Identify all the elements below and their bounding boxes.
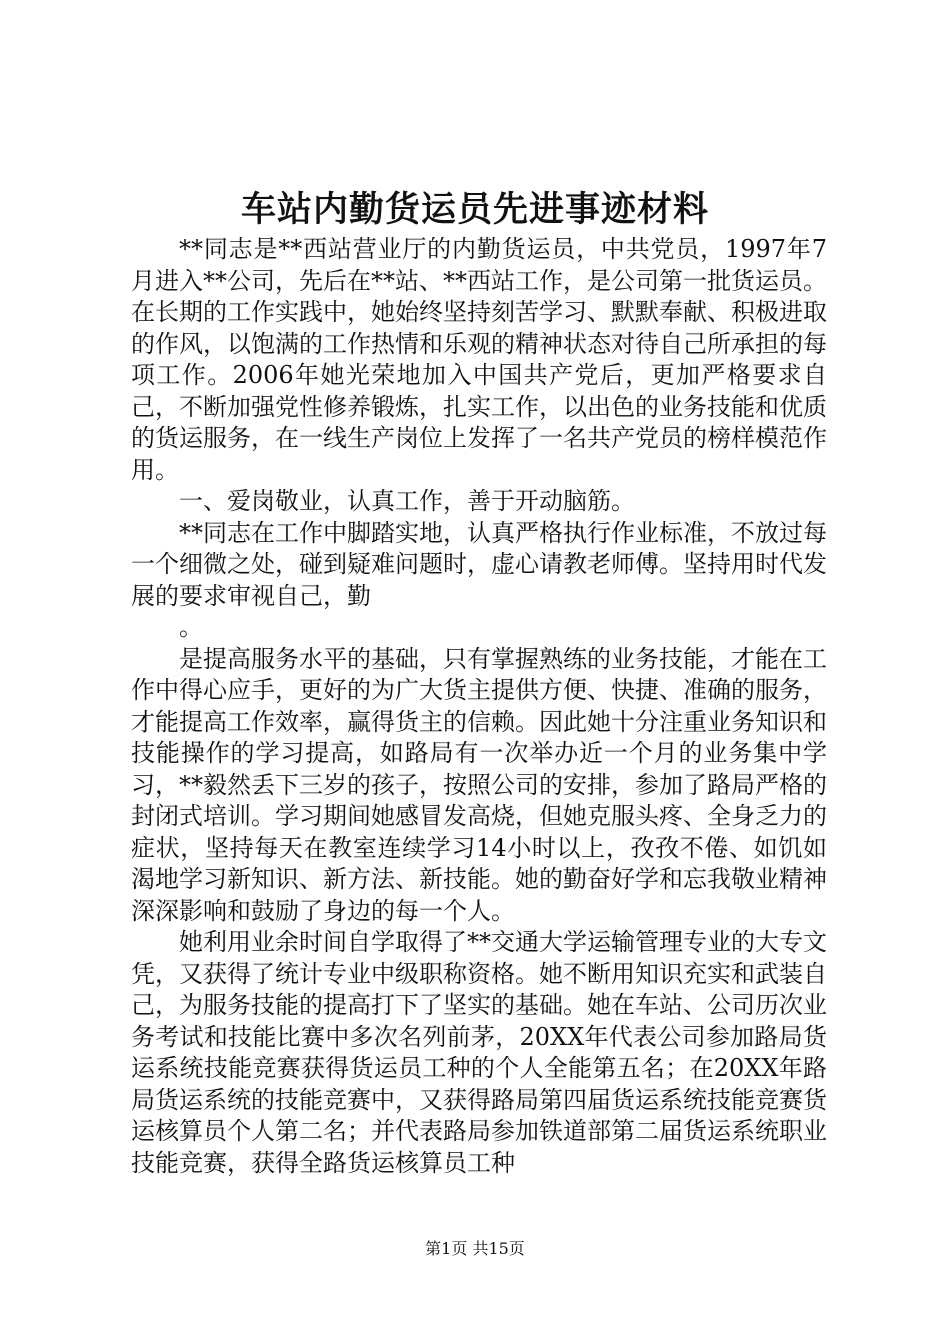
document-title: 车站内勤货运员先进事迹材料 [240,189,709,230]
paragraph-self-study: 她利用业余时间自学取得了**交通大学运输管理专业的大专文凭，又获得了统计专业中级职称资格。她不断用知识充实和武装自己，为服务技能的提高打下了坚实的基础。她在车站、公司历次业务考试和技能比赛中多次名列前茅，20XX年代表公司参加路局货运系统技能竞赛获得货运员工种的个人全能第五名；在20XX年路局货运系统的技能竞赛中，又获得路局第四届货运系统技能竞赛货运核算员个人第二名；并代表路局参加铁道部第二届货运系统职业技能竞赛，获得全路货运核算员工种 [131,928,827,1177]
section-heading-1: 一、爱岗敬业，认真工作，善于开动脑筋。 [179,487,635,515]
paragraph-skills-training: 是提高服务水平的基础，只有掌握熟练的业务技能，才能在工作中得心应手，更好的为广大货主提供方便、快捷、准确的服务，才能提高工作效率，赢得货主的信赖。因此她十分注重业务知识和技能操作的学习提高，如路局有一次举办近一个月的业务集中学习，**毅然丢下三岁的孩子，按照公司的安排，参加了路局严格的封闭式培训。学习期间她感冒发高烧，但她克服头疼、全身乏力的症状，坚持每天在教室连续学习14小时以上，孜孜不倦、如饥如渴地学习新知识、新方法、新技能。她的勤奋好学和忘我敬业精神深深影响和鼓励了身边的每一个人。 [131,644,827,925]
page-number-footer: 第1页 共15页 [425,1239,525,1258]
document-body [131,234,827,1179]
paragraph-work-attitude: **同志在工作中脚踏实地，认真严格执行作业标准，不放过每一个细微之处，碰到疑难问题时，虚心请教老师傅。坚持用时代发展的要求审视自己，勤 [131,518,827,610]
paragraph-fragment: 。 [179,613,203,641]
paragraph-intro: **同志是**西站营业厅的内勤货运员，中共党员，1997年7月进入**公司，先后在**站、**西站工作，是公司第一批货运员。在长期的工作实践中，她始终坚持刻苦学习、默默奉献、积极进取的作风，以饱满的工作热情和乐观的精神状态对待自己所承担的每项工作。2006年她光荣地加入中国共产党后，更加严格要求自己，不断加强党性修养锻炼，扎实工作，以出色的业务技能和优质的货运服务，在一线生产岗位上发挥了一名共产党员的榜样模范作用。 [131,235,827,484]
